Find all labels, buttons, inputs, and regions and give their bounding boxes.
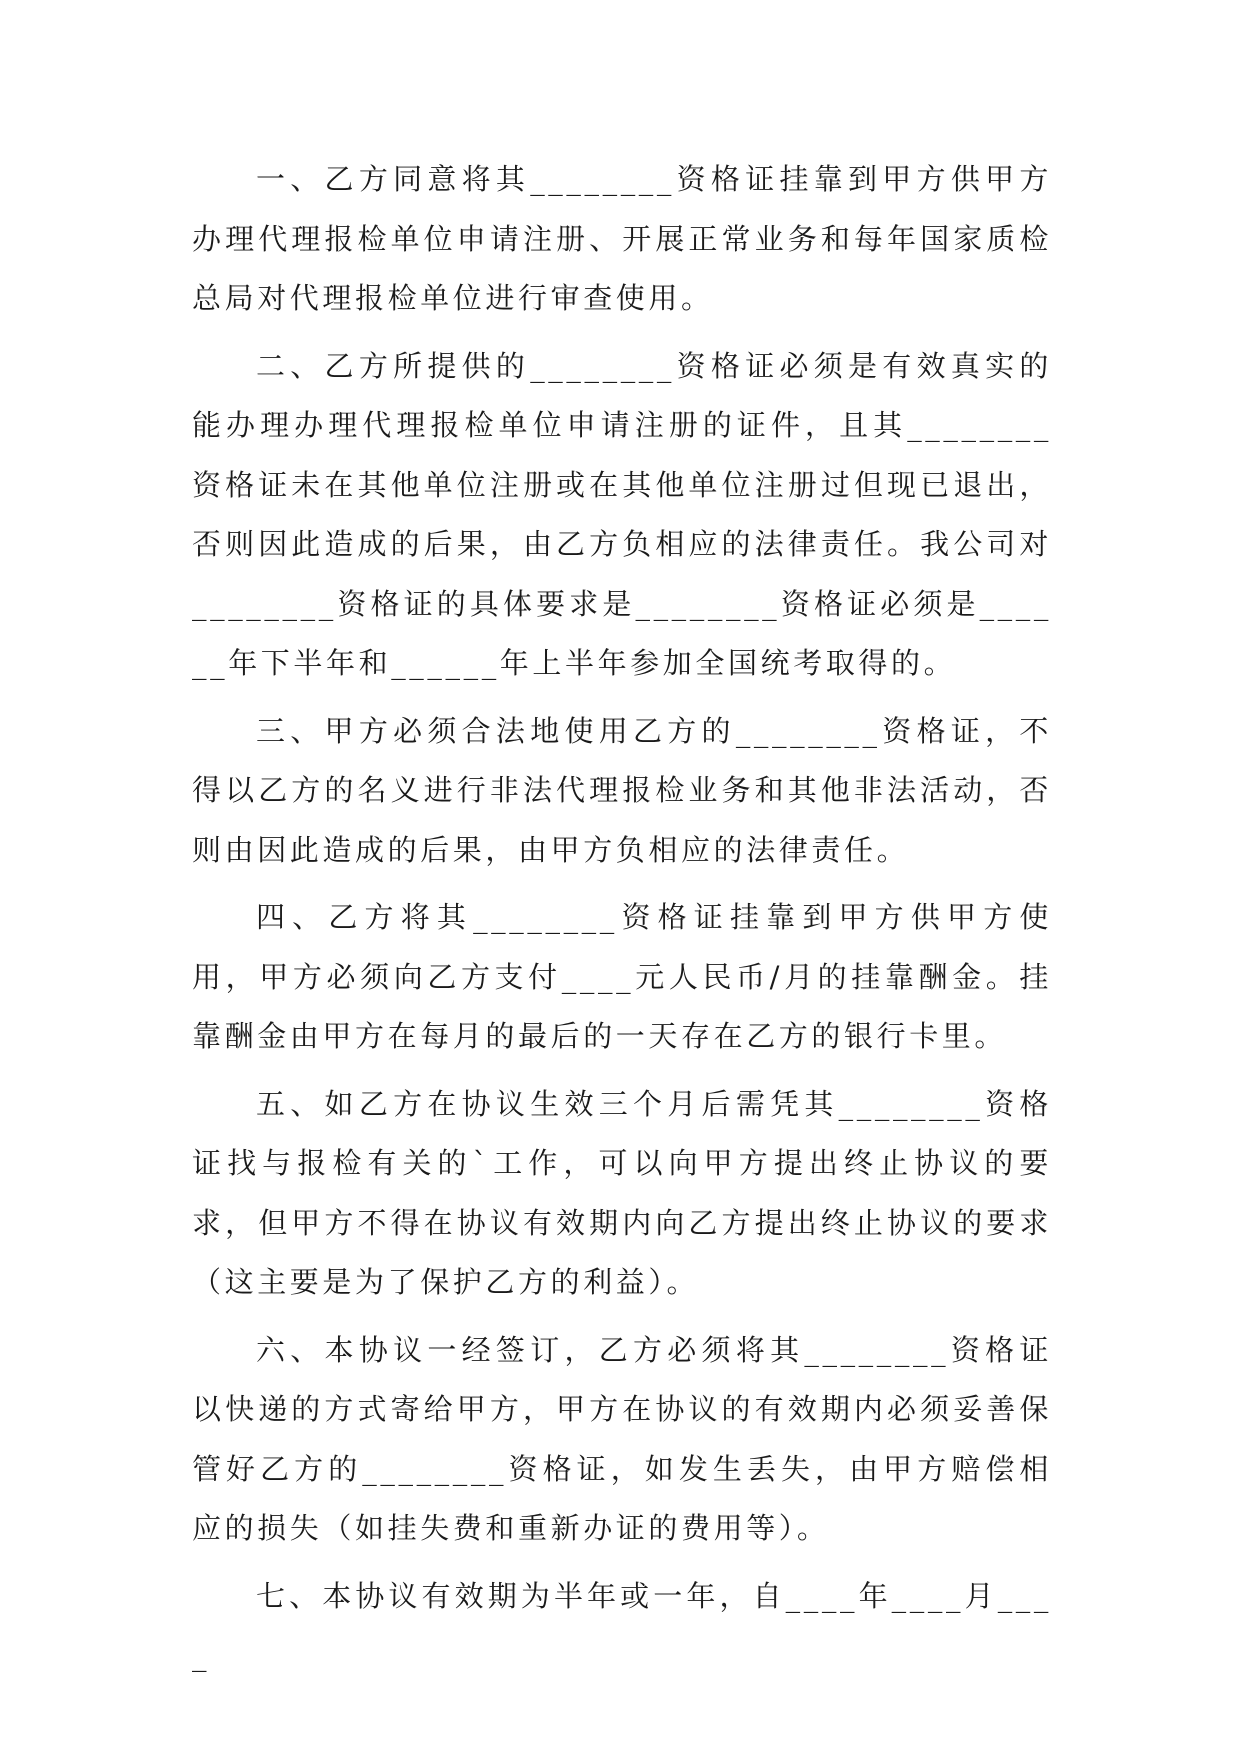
clause-7: 七、本协议有效期为半年或一年，自____年____月____ — [192, 1578, 1052, 1672]
clause-2: 二、乙方所提供的________资格证必须是有效真实的能办理办理代理报检单位申请注册的证件，且其________资格证未在其他单位注册或在其他单位注册过但现已退出，否则因此造成的后果，由乙方负相应的法律责任。我公司对________资格证的具体要求是________资格证必须是______年下半年和______年上半年参加全国统考取得的。 — [192, 348, 1052, 680]
clause-5: 五、如乙方在协议生效三个月后需凭其________资格证找与报检有关的`工作，可以向甲方提出终止协议的要求，但甲方不得在协议有效期内向乙方提出终止协议的要求（这主要是为了保护乙方的利益）。 — [192, 1086, 1052, 1299]
clause-1: 一、乙方同意将其________资格证挂靠到甲方供甲方办理代理报检单位申请注册、开展正常业务和每年国家质检总局对代理报检单位进行审查使用。 — [192, 162, 1052, 315]
clause-4: 四、乙方将其________资格证挂靠到甲方供甲方使用，甲方必须向乙方支付____元人民币/月的挂靠酬金。挂靠酬金由甲方在每月的最后的一天存在乙方的银行卡里。 — [192, 900, 1052, 1053]
clause-3: 三、甲方必须合法地使用乙方的________资格证，不得以乙方的名义进行非法代理报检业务和其他非法活动，否则由因此造成的后果，由甲方负相应的法律责任。 — [192, 713, 1052, 867]
clause-6: 六、本协议一经签订，乙方必须将其________资格证以快递的方式寄给甲方，甲方在协议的有效期内必须妥善保管好乙方的________资格证，如发生丢失，由甲方赔偿相应的损失（如挂失费和重新办证的费用等）。 — [192, 1332, 1052, 1545]
document-body — [192, 150, 1052, 1694]
